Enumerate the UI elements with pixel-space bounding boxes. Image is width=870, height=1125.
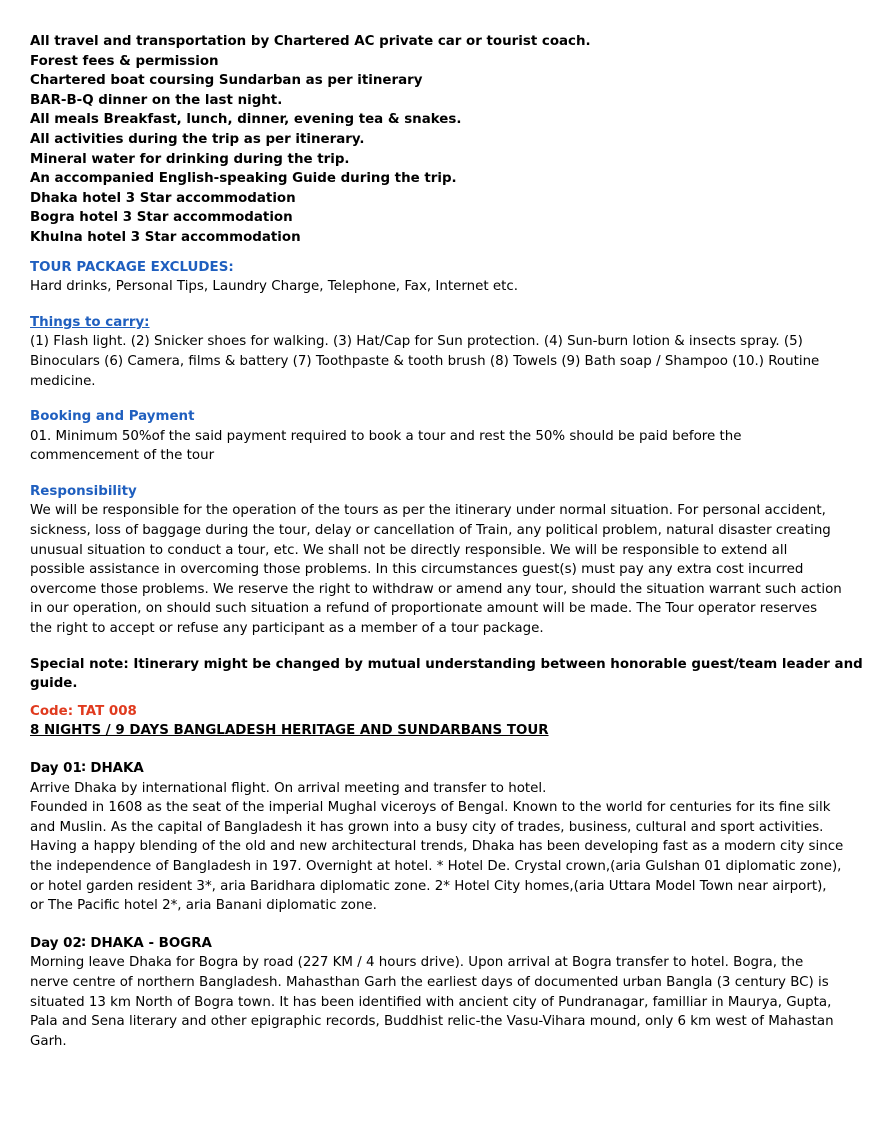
carry-section <box>30 313 830 391</box>
day2-line: Morning leave Dhaka for Bogra by road (227 KM / 4 hours drive). Upon arrival at Bogra transfer to hotel. Bogra, the <box>30 955 804 971</box>
include-item: An accompanied English-speaking Guide during the trip. <box>30 171 457 187</box>
excludes-section <box>30 258 830 297</box>
responsibility-section <box>30 482 842 639</box>
day1-line: Founded in 1608 as the seat of the imperial Mughal viceroys of Bengal. Known to the world for centuries for its fine silk <box>30 800 831 816</box>
responsibility-line: overcome those problems. We reserve the right to withdraw or amend any tour, should the situation warrant such action <box>30 581 842 597</box>
document-page <box>30 32 863 1051</box>
include-item: BAR-B-Q dinner on the last night. <box>30 92 283 108</box>
special-note <box>30 655 863 694</box>
include-item: Dhaka hotel 3 Star accommodation <box>30 190 296 206</box>
spacer <box>30 466 830 482</box>
includes-list <box>30 32 830 248</box>
include-item: All activities during the trip as per itinerary. <box>30 131 365 147</box>
day2-heading: Day 02∶ DHAKA - BOGRA <box>30 935 212 951</box>
responsibility-line: possible assistance in overcoming those problems. In this circumstances guest(s) must pay any extra cost incurred <box>30 562 804 578</box>
spacer <box>30 916 830 934</box>
include-item: Chartered boat coursing Sundarban as per itinerary <box>30 73 423 89</box>
carry-line: Binoculars (6) Camera, films & battery (7) Toothpaste & tooth brush (8) Towels (9) Bath soap / Shampoo (10.) Routine <box>30 353 820 369</box>
booking-line: commencement of the tour <box>30 448 215 464</box>
booking-line: 01. Minimum 50%of the said payment required to book a tour and rest the 50% should be paid before the <box>30 428 742 444</box>
responsibility-line: unusual situation to conduct a tour, etc. We shall not be directly responsible. We will be responsible to extend all <box>30 542 788 558</box>
include-item: Mineral water for drinking during the trip. <box>30 151 350 167</box>
include-item: Forest fees & permission <box>30 53 219 69</box>
carry-heading: Things to carry: <box>30 314 150 330</box>
day2-line: Garh. <box>30 1033 67 1049</box>
include-item: All meals Breakfast, lunch, dinner, evening tea & snakes. <box>30 112 462 128</box>
tour-header <box>30 702 830 741</box>
special-note-line: guide. <box>30 676 78 692</box>
excludes-heading: TOUR PACKAGE EXCLUDES: <box>30 259 234 275</box>
spacer <box>30 297 830 313</box>
booking-heading: Booking and Payment <box>30 409 195 425</box>
day1-line: Having a happy blending of the old and new architectural trends, Dhaka has been developing fast as a modern city since <box>30 839 844 855</box>
day2-line: Pala and Sena literary and other epigraphic records, Buddhist relic-the Vasu-Vihara mound, only 6 km west of Mahastan <box>30 1014 834 1030</box>
spacer <box>30 741 830 759</box>
day1-line: or hotel garden resident 3*, aria Baridhara diplomatic zone. 2* Hotel City homes,(aria Uttara Model Town near airport), <box>30 878 827 894</box>
day1-line: the independence of Bangladesh in 197. Overnight at hotel. * Hotel De. Crystal crown,(aria Gulshan 01 diplomatic zone), <box>30 858 842 874</box>
tour-code: Code: TAT 008 <box>30 703 137 719</box>
responsibility-line: We will be responsible for the operation of the tours as per the itinerary under normal situation. For personal accident, <box>30 503 826 519</box>
day1-line: and Muslin. As the capital of Bangladesh it has grown into a busy city of trades, business, cultural and sport activities. <box>30 819 824 835</box>
day1-line: Arrive Dhaka by international flight. On arrival meeting and transfer to hotel. <box>30 780 547 796</box>
responsibility-line: sickness, loss of baggage during the tour, delay or cancellation of Train, any political problem, natural disaster creating <box>30 523 831 539</box>
booking-section <box>30 407 830 466</box>
carry-line: (1) Flash light. (2) Snicker shoes for walking. (3) Hat/Cap for Sun protection. (4) Sun-burn lotion & insects spray. (5) <box>30 334 803 350</box>
excludes-text: Hard drinks, Personal Tips, Laundry Charge, Telephone, Fax, Internet etc. <box>30 279 518 295</box>
spacer <box>30 639 830 655</box>
day2-section <box>30 934 834 1052</box>
day1-line: or The Pacific hotel 2*, aria Banani diplomatic zone. <box>30 898 377 914</box>
include-item: Khulna hotel 3 Star accommodation <box>30 229 301 245</box>
spacer <box>30 391 830 407</box>
day2-line: situated 13 km North of Bogra town. It has been identified with ancient city of Pundranagar, familliar in Maurya, Gupta, <box>30 994 832 1010</box>
responsibility-heading: Responsibility <box>30 483 137 499</box>
day1-section <box>30 759 844 916</box>
include-item: Bogra hotel 3 Star accommodation <box>30 210 293 226</box>
tour-title: 8 NIGHTS / 9 DAYS BANGLADESH HERITAGE AND SUNDARBANS TOUR <box>30 723 549 739</box>
spacer <box>30 248 830 258</box>
carry-line: medicine. <box>30 373 96 389</box>
day2-line: nerve centre of northern Bangladesh. Mahasthan Garh the earliest days of documented urban Bangla (3 century BC) is <box>30 974 829 990</box>
day1-heading: Day 01∶ DHAKA <box>30 761 144 776</box>
special-note-line: Special note: Itinerary might be changed by mutual understanding between honorable guest/team leader and <box>30 656 863 672</box>
responsibility-line: in our operation, on should such situation a refund of proportionate amount will be made. The Tour operator reserves <box>30 601 818 617</box>
responsibility-line: the right to accept or refuse any participant as a member of a tour package. <box>30 621 544 637</box>
include-item: All travel and transportation by Chartered AC private car or tourist coach. <box>30 34 591 49</box>
